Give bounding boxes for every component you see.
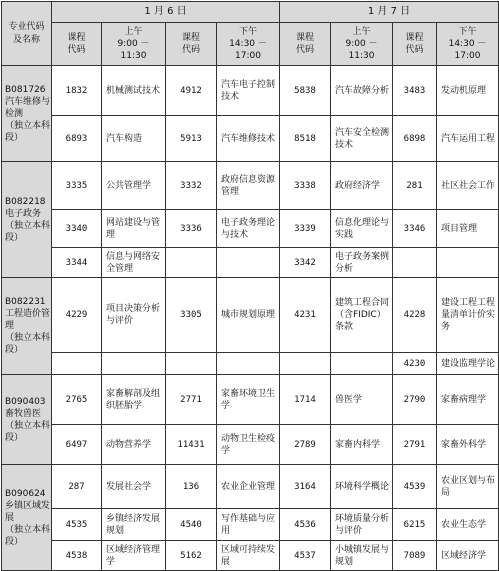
course-name-cell: 项目决策分析与评价 bbox=[102, 278, 166, 353]
header-code: 课程 代码 bbox=[393, 23, 437, 66]
table-row bbox=[2, 541, 499, 571]
table-row bbox=[2, 465, 499, 509]
course-name-cell: 区域经济管理学 bbox=[102, 541, 166, 571]
table-row bbox=[2, 66, 499, 116]
course-name-cell: 乡镇经济发展规划 bbox=[102, 509, 166, 541]
course-name-cell: 区域可持续发展 bbox=[217, 541, 280, 571]
course-name-cell: 环境质量分析与评价 bbox=[331, 509, 393, 541]
header-pm: 下午 14:30 － 17:00 bbox=[217, 23, 280, 66]
header-day-1: 1 月 6 日 bbox=[52, 2, 280, 23]
course-name-cell: 动物卫生检疫学 bbox=[217, 425, 280, 465]
course-code-cell: 3332 bbox=[166, 162, 217, 210]
course-name-cell: 发展社会学 bbox=[102, 465, 166, 509]
course-code-cell: 5913 bbox=[166, 116, 217, 162]
course-name-cell: 写作基础与应用 bbox=[217, 509, 280, 541]
course-code-cell: 287 bbox=[52, 465, 102, 509]
course-code-cell bbox=[166, 248, 217, 278]
course-name-cell: 项目管理 bbox=[437, 210, 499, 248]
course-code-cell: 3305 bbox=[166, 278, 217, 353]
course-name-cell: 农业生态学 bbox=[437, 509, 499, 541]
course-name-cell: 家畜病理学 bbox=[437, 375, 499, 425]
course-code-cell: 4230 bbox=[393, 353, 437, 375]
course-name-cell: 建设监理学论 bbox=[437, 353, 499, 375]
course-code-cell: 2791 bbox=[393, 425, 437, 465]
course-code-cell: 5838 bbox=[280, 66, 331, 116]
course-code-cell bbox=[52, 353, 102, 375]
course-code-cell: 1832 bbox=[52, 66, 102, 116]
course-name-cell: 兽医学 bbox=[331, 375, 393, 425]
course-code-cell: 2789 bbox=[280, 425, 331, 465]
course-code-cell: 4535 bbox=[52, 509, 102, 541]
major-cell: B090624 乡镇区域发展 （独立本科段） bbox=[2, 465, 52, 571]
course-name-cell bbox=[437, 248, 499, 278]
course-code-cell: 11431 bbox=[166, 425, 217, 465]
course-name-cell: 信息与网络安全管理 bbox=[102, 248, 166, 278]
header-am: 上午 9:00 － 11:30 bbox=[102, 23, 166, 66]
table-row bbox=[2, 162, 499, 210]
course-code-cell: 1714 bbox=[280, 375, 331, 425]
course-name-cell: 机械测试技术 bbox=[102, 66, 166, 116]
course-code-cell: 4912 bbox=[166, 66, 217, 116]
course-code-cell: 4538 bbox=[52, 541, 102, 571]
course-name-cell: 汽车故障分析 bbox=[331, 66, 393, 116]
course-code-cell: 4228 bbox=[393, 278, 437, 353]
course-name-cell: 汽车安全检测技术 bbox=[331, 116, 393, 162]
header-code: 课程 代码 bbox=[52, 23, 102, 66]
course-code-cell: 4231 bbox=[280, 278, 331, 353]
course-name-cell: 家畜内科学 bbox=[331, 425, 393, 465]
course-code-cell bbox=[280, 353, 331, 375]
course-name-cell: 城市规划原理 bbox=[217, 278, 280, 353]
header-pm: 下午 14:30 － 17:00 bbox=[437, 23, 499, 66]
course-name-cell: 环境科学概论 bbox=[331, 465, 393, 509]
table-row bbox=[2, 278, 499, 353]
course-name-cell: 网站建设与管理 bbox=[102, 210, 166, 248]
course-code-cell: 2790 bbox=[393, 375, 437, 425]
table-row bbox=[2, 248, 499, 278]
course-code-cell bbox=[393, 248, 437, 278]
course-name-cell: 家畜解剖及组织胚胎学 bbox=[102, 375, 166, 425]
course-code-cell: 3338 bbox=[280, 162, 331, 210]
course-code-cell bbox=[166, 353, 217, 375]
major-cell: B082231 工程造价管理 （独立本科段） bbox=[2, 278, 52, 375]
course-code-cell: 6898 bbox=[393, 116, 437, 162]
course-name-cell: 农业区划与布局 bbox=[437, 465, 499, 509]
course-code-cell: 3483 bbox=[393, 66, 437, 116]
course-code-cell: 8518 bbox=[280, 116, 331, 162]
table-row bbox=[2, 509, 499, 541]
course-name-cell: 信息化理论与实践 bbox=[331, 210, 393, 248]
table-row bbox=[2, 116, 499, 162]
course-code-cell: 4536 bbox=[280, 509, 331, 541]
course-name-cell: 公共管理学 bbox=[102, 162, 166, 210]
header-day-2: 1 月 7 日 bbox=[280, 2, 499, 23]
course-code-cell: 3344 bbox=[52, 248, 102, 278]
course-name-cell bbox=[331, 353, 393, 375]
course-name-cell: 政府经济学 bbox=[331, 162, 393, 210]
exam-schedule-table bbox=[1, 1, 499, 571]
course-name-cell: 电子政务理论与技术 bbox=[217, 210, 280, 248]
course-code-cell: 2765 bbox=[52, 375, 102, 425]
course-code-cell: 5162 bbox=[166, 541, 217, 571]
course-code-cell: 3336 bbox=[166, 210, 217, 248]
course-name-cell: 汽车维修技术 bbox=[217, 116, 280, 162]
course-code-cell: 6215 bbox=[393, 509, 437, 541]
course-code-cell: 136 bbox=[166, 465, 217, 509]
table-row bbox=[2, 353, 499, 375]
course-code-cell: 6497 bbox=[52, 425, 102, 465]
course-name-cell: 电子政务案例分析 bbox=[331, 248, 393, 278]
course-code-cell: 4539 bbox=[393, 465, 437, 509]
course-name-cell: 动物营养学 bbox=[102, 425, 166, 465]
course-code-cell: 3346 bbox=[393, 210, 437, 248]
header-code: 课程 代码 bbox=[166, 23, 217, 66]
table-row bbox=[2, 425, 499, 465]
course-name-cell: 社区社会工作 bbox=[437, 162, 499, 210]
header-am: 上午 9:00 － 11:30 bbox=[331, 23, 393, 66]
course-name-cell: 建筑工程合同（含FIDIC）条款 bbox=[331, 278, 393, 353]
course-code-cell: 3342 bbox=[280, 248, 331, 278]
course-code-cell: 3340 bbox=[52, 210, 102, 248]
table-row bbox=[2, 210, 499, 248]
course-code-cell: 7089 bbox=[393, 541, 437, 571]
course-code-cell: 3335 bbox=[52, 162, 102, 210]
course-name-cell: 汽车电子控制技术 bbox=[217, 66, 280, 116]
table-row bbox=[2, 375, 499, 425]
course-name-cell: 小城镇发展与规划 bbox=[331, 541, 393, 571]
course-name-cell bbox=[102, 353, 166, 375]
major-cell: B090403 畜牧兽医 （独立本科段） bbox=[2, 375, 52, 465]
course-code-cell: 281 bbox=[393, 162, 437, 210]
course-name-cell: 发动机原理 bbox=[437, 66, 499, 116]
course-name-cell bbox=[217, 248, 280, 278]
course-name-cell: 区域经济学 bbox=[437, 541, 499, 571]
header-major: 专业代码 及名称 bbox=[2, 2, 52, 66]
course-name-cell: 建设工程工程量清单计价实务 bbox=[437, 278, 499, 353]
course-code-cell: 3339 bbox=[280, 210, 331, 248]
course-code-cell: 3164 bbox=[280, 465, 331, 509]
course-name-cell: 家畜外科学 bbox=[437, 425, 499, 465]
course-name-cell: 农业企业管理 bbox=[217, 465, 280, 509]
course-name-cell: 政府信息资源管理 bbox=[217, 162, 280, 210]
course-code-cell: 4537 bbox=[280, 541, 331, 571]
course-name-cell: 汽车构造 bbox=[102, 116, 166, 162]
course-code-cell: 4540 bbox=[166, 509, 217, 541]
course-name-cell: 家畜环境卫生学 bbox=[217, 375, 280, 425]
course-code-cell: 6893 bbox=[52, 116, 102, 162]
course-code-cell: 4229 bbox=[52, 278, 102, 353]
course-name-cell: 汽车运用工程 bbox=[437, 116, 499, 162]
major-cell: B082218 电子政务 （独立本科段） bbox=[2, 162, 52, 278]
course-code-cell: 2771 bbox=[166, 375, 217, 425]
major-cell: B081726 汽车维修与检测 （独立本科段） bbox=[2, 66, 52, 162]
course-name-cell bbox=[217, 353, 280, 375]
header-code: 课程 代码 bbox=[280, 23, 331, 66]
